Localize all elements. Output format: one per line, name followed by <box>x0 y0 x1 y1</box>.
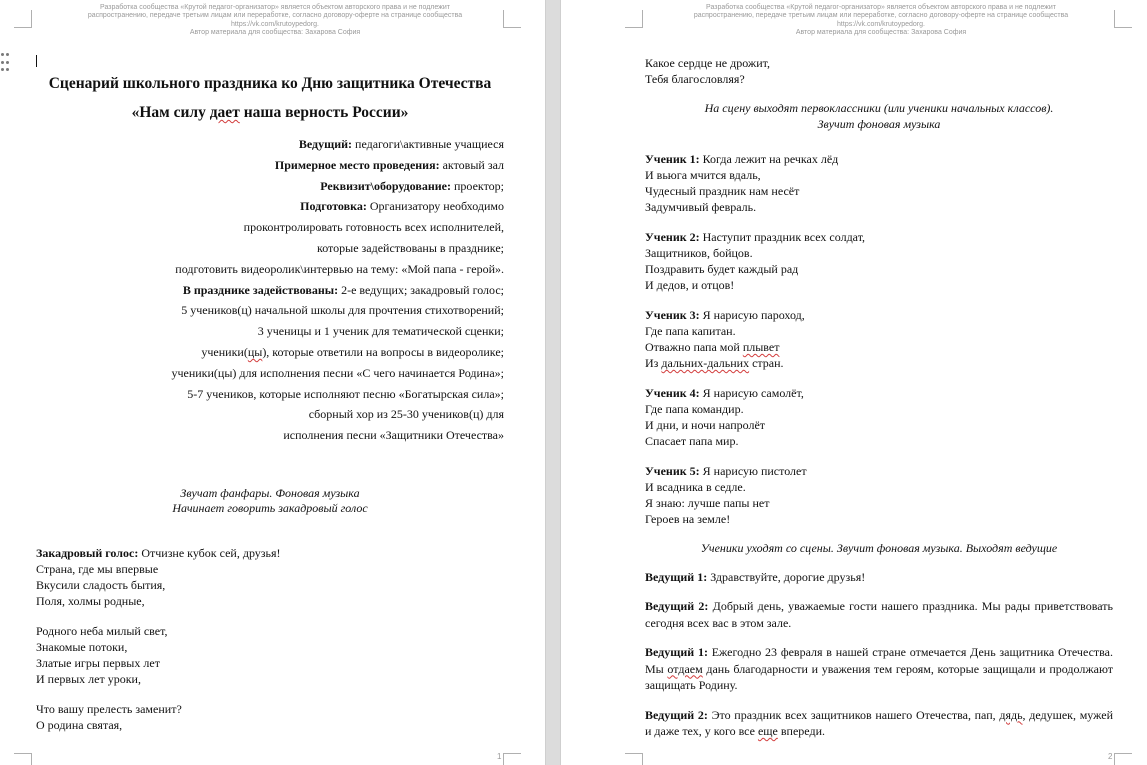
header-line: Автор материала для сообщества: Захарова София <box>189 29 361 37</box>
host-2-line: Ведущий 2: Это праздник всех защитников нашего Отечества, пап, дядь, дедушек, мужей и даже тех, у кого все еще впереди. <box>645 707 1114 738</box>
stage-direction: Ученики уходят со сцены. Звучит фоновая музыка. Выходят ведущие <box>700 541 1058 555</box>
crop-mark <box>503 10 521 28</box>
spelling-error[interactable]: еще <box>757 724 778 738</box>
poem-stanza: Какое сердце не дрожит, Тебя благословляя? <box>645 56 770 86</box>
document-title: Сценарий школьного праздника ко Дню защитника Отечества <box>48 75 492 92</box>
page-number: 1 <box>497 752 502 761</box>
crop-mark <box>625 753 643 765</box>
crop-mark <box>503 753 521 765</box>
host-1-line: Ведущий 1: Ежегодно 23 февраля в нашей стране отмечается День защитника Отечества. Мы отдаем дань благодарности и уважения тем героям, которые защищали и продолжают защищать Родину. <box>645 645 1113 692</box>
header-line: распространению, передаче третьим лицам или переработке, согласно договору-оферте на странице сообщества <box>693 12 1069 20</box>
document-subtitle: «Нам силу дает наша верность России» <box>131 104 409 121</box>
poem-stanza: Что вашу прелесть заменит? О родина святая, <box>36 701 182 732</box>
stage-direction: Звучат фанфары. Фоновая музыка Начинает говорить закадровый голос <box>172 485 368 516</box>
page-2-body[interactable] <box>645 55 1113 753</box>
poem-stanza: Родного неба милый свет, Знакомые потоки, Златые игры первых лет И первых лет уроки, <box>36 623 168 686</box>
document-page-2 <box>561 0 1147 765</box>
scenario-meta: Ведущий: педагоги\активные учащиеся Примерное место проведения: актовый зал Реквизит\оборудование: проектор; Подготовка: Организатору необходимо проконтролировать готовность всех исполнителей, которые задействованы в празднике; подготовить видеоролик\интервью на тему: «Мой папа - герой». В празднике задействованы: 2-е ведущих; закадровый голос; 5 учеников(ц) начальной школы для прочтения стихотворений; 3 ученицы и 1 ученик для тематической сценки; ученики(цы), которые ответили на вопросы в видеоролике; ученики(цы) для исполнения песни «С чего начинается Родина»; 5-7 учеников, которые исполняют песню «Богатырская сила»; сборный хор из 25-30 учеников(ц) для исполнения песни «Защитники Отечества» <box>171 137 504 443</box>
header-line: https://vk.com/krutoypedorg. <box>837 20 925 28</box>
page-gutter <box>545 0 561 765</box>
spelling-error[interactable]: отдаем <box>667 661 703 676</box>
spelling-error[interactable]: дальних-дальних <box>661 356 750 370</box>
crop-mark <box>625 10 643 28</box>
header-line: распространению, передаче третьим лицам или переработке, согласно договору-оферте на странице сообщества <box>87 12 463 20</box>
host-2-line: Ведущий 2: Добрый день, уважаемые гости нашего праздника. Мы рады приветствовать сегодня всех вас в этом зале. <box>645 599 1114 630</box>
crop-mark <box>14 753 32 765</box>
crop-mark <box>1114 10 1132 28</box>
stage-direction: На сцену выходят первоклассники (или ученики начальных классов). Звучит фоновая музыка <box>704 101 1054 131</box>
student-4-verse: Ученик 4: Я нарисую самолёт, Где папа командир. И дни, и ночи напролёт Спасает папа мир. <box>645 386 804 448</box>
poem-stanza: Закадровый голос: Отчизне кубок сей, друзья! Страна, где мы впервые Вкусили сладость бытия, Поля, холмы родные, <box>36 545 281 608</box>
student-1-verse: Ученик 1: Когда лежит на речках лёд И вьюга мчится вдаль, Чудесный праздник нам несёт Задумчивый февраль. <box>645 152 839 214</box>
page-header <box>656 4 1106 38</box>
student-2-verse: Ученик 2: Наступит праздник всех солдат, Защитников, бойцов. Поздравить будет каждый рад И дедов, и отцов! <box>645 230 866 292</box>
spelling-error[interactable]: дает <box>209 104 240 121</box>
spelling-error[interactable]: цы <box>247 344 263 359</box>
page-header <box>55 4 495 38</box>
spelling-error[interactable]: плывет <box>742 340 780 354</box>
header-line: https://vk.com/krutoypedorg. <box>231 20 319 28</box>
host-1-line: Ведущий 1: Здравствуйте, дорогие друзья! <box>645 569 866 584</box>
text-cursor <box>36 55 37 67</box>
page-number: 2 <box>1108 752 1113 761</box>
header-line: Разработка сообщества «Крутой педагог-организатор» является объектом авторского права и не подлежит <box>706 4 1056 11</box>
crop-mark <box>14 10 32 28</box>
student-3-verse: Ученик 3: Я нарисую пароход, Где папа капитан. Отважно папа мой плывет Из дальних-дальних стран. <box>645 308 805 370</box>
drag-handle-icon[interactable] <box>1 53 9 71</box>
document-page-1 <box>0 0 545 765</box>
student-5-verse: Ученик 5: Я нарисую пистолет И всадника в седле. Я знаю: лучше папы нет Героев на земле! <box>645 464 807 526</box>
header-line: Автор материала для сообщества: Захарова София <box>795 29 967 37</box>
header-line: Разработка сообщества «Крутой педагог-организатор» является объектом авторского права и не подлежит <box>100 4 450 11</box>
page-1-body[interactable] <box>36 74 504 747</box>
crop-mark <box>1114 753 1132 765</box>
spelling-error[interactable]: дядь <box>999 707 1023 722</box>
